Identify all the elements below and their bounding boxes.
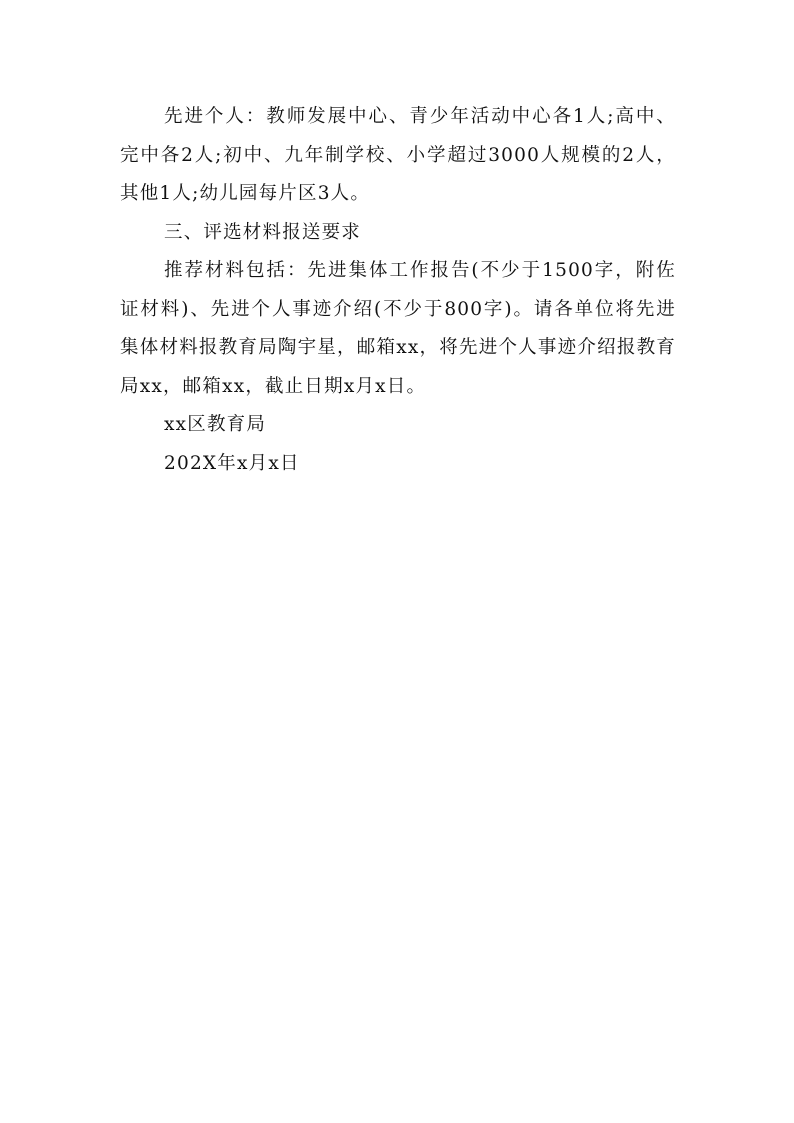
section-heading-submission-requirements: 三、评选材料报送要求 bbox=[164, 221, 362, 243]
paragraph-submission-materials: 推荐材料包括：先进集体工作报告(不少于1500字，附佐证材料)、先进个人事迹介绍(不少于800字)。请各单位将先进集体材料报教育局陶宇星，邮箱xx，将先进个人事迹介绍报教育局xx，邮箱xx，截止日期x月x日。 bbox=[120, 260, 676, 397]
document-body bbox=[120, 98, 676, 483]
issue-date: 202X年x月x日 bbox=[164, 452, 300, 474]
paragraph-advanced-individuals: 先进个人：教师发展中心、青少年活动中心各1人;高中、完中各2人;初中、九年制学校、小学超过3000人规模的2人，其他1人;幼儿园每片区3人。 bbox=[120, 106, 676, 204]
issuer-signature: xx区教育局 bbox=[164, 414, 267, 435]
